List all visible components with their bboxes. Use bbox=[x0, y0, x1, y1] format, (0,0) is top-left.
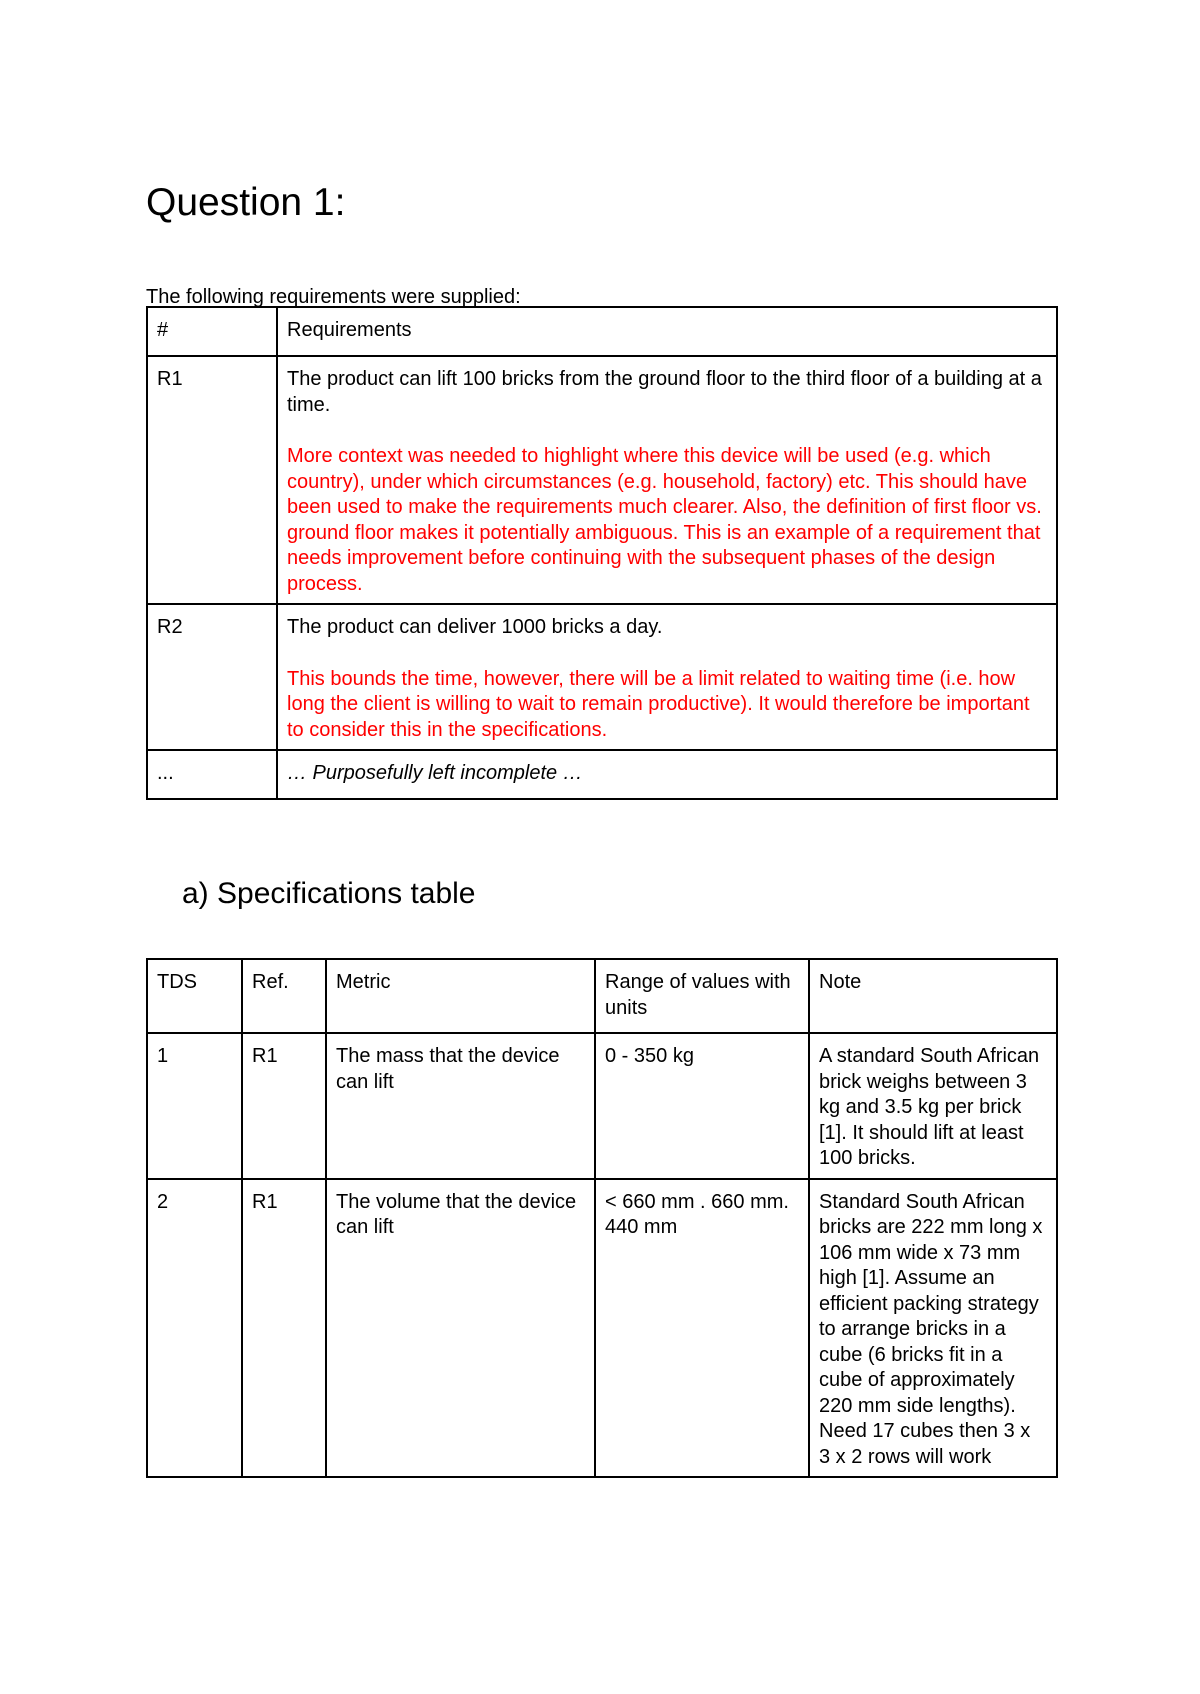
requirement-comment: More context was needed to highlight where this device will be used (e.g. which country), under which circumstances (e.g. household, factory) etc. This should have been used to make the requirements much clearer. Also, the definition of first floor vs. ground floor makes it potentially ambiguous. This is an example of a requirement that needs improvement before continuing with the subsequent phases of the design process. bbox=[287, 445, 1042, 595]
table-header-row bbox=[147, 307, 1057, 356]
requirement-comment: This bounds the time, however, there will be a limit related to waiting time (i.e. how long the client is willing to wait to remain productive). It would therefore be important to consider this in the specifications. bbox=[287, 667, 1030, 741]
requirement-id: R2 bbox=[147, 604, 277, 750]
requirement-id: R1 bbox=[147, 356, 277, 604]
requirement-text: … Purposefully left incomplete … bbox=[277, 750, 1057, 799]
question-title: Question 1: bbox=[146, 181, 346, 224]
requirement-cell bbox=[277, 604, 1057, 750]
requirement-text: The product can deliver 1000 bricks a day. bbox=[287, 616, 663, 638]
header-cell-ref: Ref. bbox=[242, 959, 326, 1033]
requirement-cell bbox=[277, 356, 1057, 604]
spec-heading: a) Specifications table bbox=[182, 877, 476, 910]
spec-metric: The mass that the device can lift bbox=[326, 1033, 595, 1179]
table-header-row bbox=[147, 959, 1057, 1033]
table-row bbox=[147, 1179, 1057, 1478]
header-cell-metric: Metric bbox=[326, 959, 595, 1033]
spec-note: A standard South African brick weighs between 3 kg and 3.5 kg per brick [1]. It should lift at least 100 bricks. bbox=[809, 1033, 1057, 1179]
specifications-table bbox=[146, 958, 1058, 1478]
table-row bbox=[147, 750, 1057, 799]
intro-text: The following requirements were supplied: bbox=[146, 286, 521, 308]
spec-range: 0 - 350 kg bbox=[595, 1033, 809, 1179]
header-cell-range: Range of values with units bbox=[595, 959, 809, 1033]
spec-metric: The volume that the device can lift bbox=[326, 1179, 595, 1478]
spec-tds: 1 bbox=[147, 1033, 242, 1179]
table-row bbox=[147, 356, 1057, 604]
spec-tds: 2 bbox=[147, 1179, 242, 1478]
requirement-id: ... bbox=[147, 750, 277, 799]
header-cell-id: # bbox=[147, 307, 277, 356]
spec-note: Standard South African bricks are 222 mm long x 106 mm wide x 73 mm high [1]. Assume an efficient packing strategy to arrange bricks in a cube (6 bricks fit in a cube of approximately 220 mm side lengths). Need 17 cubes then 3 x 3 x 2 rows will work bbox=[809, 1179, 1057, 1478]
spec-range: < 660 mm . 660 mm. 440 mm bbox=[595, 1179, 809, 1478]
table-row bbox=[147, 604, 1057, 750]
header-cell-tds: TDS bbox=[147, 959, 242, 1033]
requirements-table bbox=[146, 306, 1058, 800]
table-row bbox=[147, 1033, 1057, 1179]
spec-ref: R1 bbox=[242, 1033, 326, 1179]
header-cell-note: Note bbox=[809, 959, 1057, 1033]
spec-ref: R1 bbox=[242, 1179, 326, 1478]
requirement-text: The product can lift 100 bricks from the ground floor to the third floor of a building at a time. bbox=[287, 368, 1042, 416]
header-cell-requirements: Requirements bbox=[277, 307, 1057, 356]
